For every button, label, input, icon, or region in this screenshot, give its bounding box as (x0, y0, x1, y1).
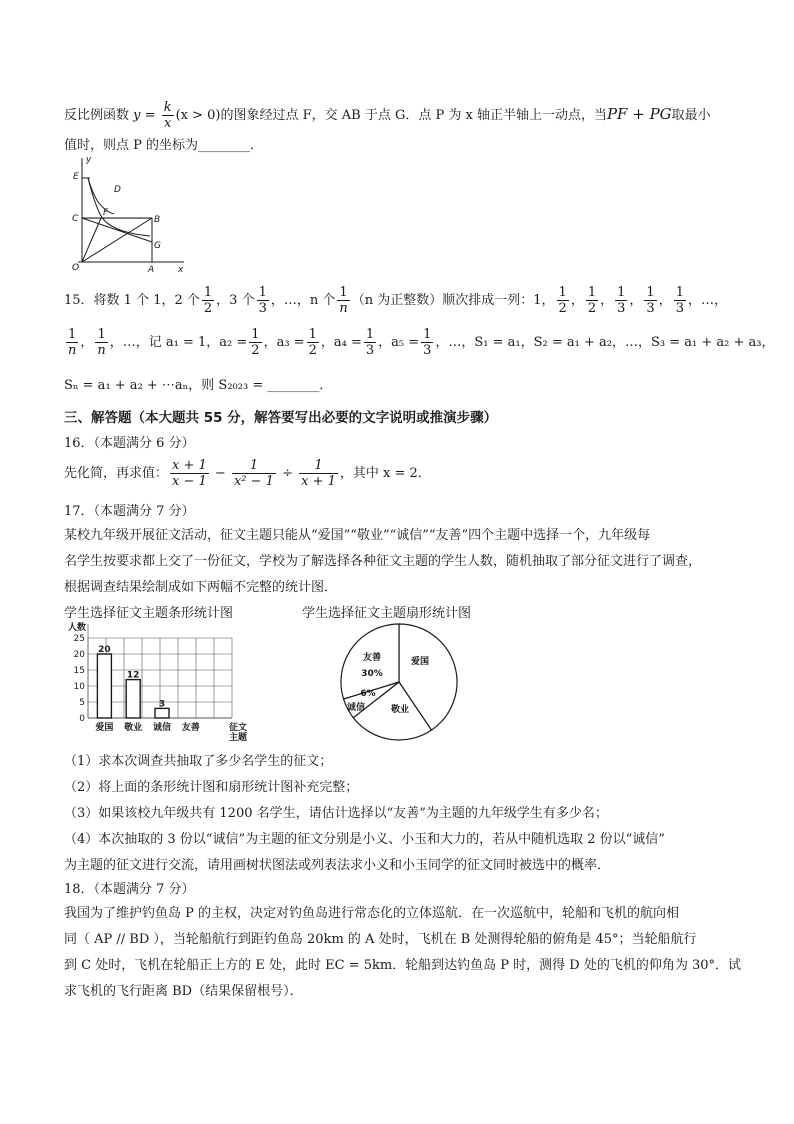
q18-line-1: 我国为了维护钓鱼岛 P 的主权，决定对钓鱼岛进行常态化的立体巡航．在一次巡航中，轮船和飞机的航向相 (64, 906, 680, 921)
q17-item-4: （4）本次抽取的 3 份以“诚信”为主题的征文分别是小义、小玉和大力的，若从中随机选取 2 份以“诚信” (64, 832, 665, 847)
fig-label-y: y (86, 155, 92, 165)
q14-eq: = (140, 108, 160, 123)
q15-text: ，…，S₁ = a₁，S₂ = a₁ + a₂，…，S₃ = a₁ + a₂ + a₃， (435, 335, 775, 350)
q15-frac (364, 327, 376, 358)
bar-ytick-label: 15 (73, 666, 85, 676)
frac-num: 1 (251, 327, 260, 342)
q16-frac1 (170, 458, 209, 489)
q15-line3: Sₙ = a₁ + a₂ + ⋯aₙ，则 S₂₀₂₃ = ________． (64, 378, 333, 393)
frac-den: 2 (558, 301, 567, 316)
frac-num: 1 (617, 285, 626, 300)
q16-expr (64, 455, 431, 493)
q18-line-3: 到 C 处时，飞机在轮船正上方的 E 处，此时 EC = 5km．轮船到达钓鱼岛 P 时，测得 D 处的飞机的仰角为 30°．试 (64, 958, 742, 973)
fig-label-c: C (72, 214, 79, 224)
frac-num: 1 (308, 327, 317, 342)
frac-den: n (339, 301, 348, 316)
q15-seq-frac (615, 285, 627, 316)
bar-data-label: 12 (126, 670, 140, 681)
section-heading: 三、解答题（本大题共 55 分，解答要写出必要的文字说明或推演步骤） (64, 410, 498, 426)
bar-data-label: 20 (98, 645, 111, 655)
frac-den: x + 1 (301, 474, 336, 489)
frac-den: x − 1 (172, 474, 207, 489)
frac-den: 3 (258, 301, 267, 316)
frac-den: 2 (251, 343, 260, 358)
bar-data-label: 3 (158, 699, 166, 710)
q15-frac (307, 327, 319, 358)
fig-label-d: D (114, 185, 121, 195)
q15-text: ，a₄ = (320, 335, 362, 350)
q15-frac (257, 285, 269, 316)
bar-category-label: 爱国 (95, 723, 114, 733)
q15-frac (202, 285, 214, 316)
bar-敬业 (126, 680, 140, 718)
q17-head: 17．（本题满分 7 分） (64, 504, 195, 519)
bar-chart (66, 618, 256, 742)
q14-func-y: y (133, 108, 141, 123)
q16-post: ，其中 x = 2． (339, 466, 431, 481)
frac-den: 3 (365, 343, 375, 358)
q14-line1 (64, 96, 711, 132)
q15-text: 15．将数 1 个 1，2 个 (64, 293, 200, 308)
q15-frac (421, 327, 433, 358)
frac-num: 1 (299, 458, 338, 474)
pie-chart-title: 学生选择征文主题扇形统计图 (302, 606, 472, 621)
q18-line-2: 同（ AP // BD ），当轮船航行到距钓鱼岛 20km 的 A 处时，飞机在 B 处测得轮船的俯角是 45°；当轮船航行 (64, 932, 697, 947)
bar-ylabel: 人数 (68, 623, 87, 633)
fig-label-o: O (72, 263, 80, 273)
fig-label-b: B (154, 215, 161, 225)
q14-cond: (x > 0) (175, 108, 221, 123)
bar-ytick-label: 5 (79, 698, 85, 708)
q16-frac3 (299, 458, 338, 489)
q15-text: ，…，n 个 (270, 293, 336, 308)
q14-line2: 值时，则点 P 的坐标为________． (64, 138, 264, 153)
q15-frac (66, 327, 78, 358)
q15-frac (337, 285, 349, 316)
q15-frac (249, 327, 261, 358)
bar-category-label: 诚信 (152, 723, 172, 733)
q15-text: （n 为正整数）顺次排成一列：1， (351, 293, 555, 308)
frac-den: 3 (617, 301, 626, 316)
frac-den: x (163, 116, 172, 131)
q15-seq-frac (557, 285, 569, 316)
q14-pf-pg: PF + PG (606, 105, 672, 123)
fig-label-g: G (154, 241, 161, 251)
bar-xlabel: 主题 (228, 733, 248, 742)
bar-category-label: 敬业 (124, 723, 143, 733)
q18-line-4: 求飞机的飞行距离 BD（结果保留根号）． (64, 984, 303, 999)
frac-den: 2 (308, 343, 317, 358)
pie-slices (341, 624, 457, 740)
q14-end: 取最小 (671, 108, 711, 123)
pie-chart (336, 620, 466, 746)
frac-num: 1 (232, 458, 276, 474)
q15-text: ，…，记 a₁ = 1，a₂ = (109, 335, 248, 350)
pie-label: 友善 (362, 653, 382, 663)
frac-num: 1 (66, 327, 78, 343)
q14-frac-k-over-x (162, 100, 174, 131)
q15-text: ，3 个 (216, 293, 255, 308)
frac-den: 3 (423, 343, 432, 358)
frac-num: 1 (675, 285, 684, 300)
bar-category-label: 友善 (181, 723, 200, 733)
q17-item-1: （1）求本次调查共抽取了多少名学生的征文； (64, 754, 333, 769)
q14-mid: 的图象经过点 F，交 AB 于点 G．点 P 为 x 轴正半轴上一动点，当 (220, 108, 607, 123)
frac-den: 3 (675, 301, 684, 316)
frac-den: n (68, 343, 77, 358)
pie-value-label: 6% (360, 689, 376, 699)
pie-label: 诚信 (346, 703, 366, 713)
fig-label-x: x (178, 265, 184, 274)
frac-den: 2 (587, 301, 597, 316)
frac-num: 1 (646, 285, 655, 300)
frac-num: 1 (558, 285, 567, 300)
frac-num: 1 (365, 327, 375, 342)
frac-num: x + 1 (172, 458, 207, 473)
q17-paragraph-3: 根据调查结果绘制成如下两幅不完整的统计图． (64, 580, 338, 595)
fig-label-f: F (103, 208, 109, 218)
segment-ob (82, 218, 152, 262)
q17-item-2: （2）将上面的条形统计图和扇形统计图补充完整； (64, 780, 359, 795)
frac-num: 1 (587, 285, 597, 300)
segment-of (82, 218, 101, 262)
frac-den: n (97, 343, 106, 358)
pie-label: 爱国 (410, 657, 430, 667)
frac-den: x² − 1 (233, 474, 274, 489)
q17-item-5: 为主题的征文进行交流，请用画树状图法或列表法求小义和小玉同学的征文同时被选中的概率． (64, 858, 611, 873)
bar-ytick-label: 25 (73, 634, 85, 644)
bar-xlabel: 征文 (228, 723, 248, 733)
q18-head: 18．（本题满分 7 分） (64, 882, 195, 897)
bar-chart-title: 学生选择征文主题条形统计图 (64, 606, 234, 621)
q16-head: 16．（本题满分 6 分） (64, 436, 195, 451)
q15-text: ，a₃ = (263, 335, 305, 350)
bar-ytick-label: 20 (73, 650, 85, 660)
fig-label-a: A (148, 265, 155, 274)
q14-text: 反比例函数 (64, 108, 130, 123)
q15-line1: 15．将数 1 个 1，2 个 $\frac{1}{2}$ ，3 个 $\frac{1}{3}$ ，…，n 个 $\frac{1}{n}$ （n 为正整数）顺次排成一列：1， $\frac{1}{2}$ ， $\frac{1}{2}$ ， $\frac{1}{3}$ ， $\frac{1}{3}$ ， $\frac{1}{3}$ ，…， (64, 285, 728, 316)
q16-op: − (214, 466, 226, 481)
fig-label-e: E (73, 172, 79, 182)
q15-seq-frac (674, 285, 686, 316)
frac-num: 1 (258, 285, 267, 300)
bar-ytick-label: 0 (79, 714, 85, 724)
q15-seq-frac (644, 285, 656, 316)
pie-value-label: 30% (361, 669, 383, 679)
q16-op: ÷ (282, 466, 293, 481)
q15-seq-frac (586, 285, 598, 316)
frac-den: 2 (203, 301, 213, 316)
frac-num: k (163, 100, 172, 115)
q17-paragraph-2: 名学生按要求都上交了一份征文，学校为了解选择各种征文主题的学生人数，随机抽取了部分征文进行了调查， (64, 554, 702, 569)
q15-line2: $\frac{1}{n}$ ， $\frac{1}{n}$ ，…，记 a₁ = 1，a₂ = $\frac{1}{2}$ ，a₃ = $\frac{1}{2}$ ，a₄ = $\frac{1}{3}$ ，a₅ = $\frac{1}{3}$ ，…，S₁ = a₁，S₂ = a₁ + a₂，…，S₃ = a₁ + a₂ + a₃， (68, 327, 775, 358)
frac-num: 1 (423, 327, 432, 342)
q17-item-3: （3）如果该校九年级共有 1200 名学生，请估计选择以“友善”为主题的九年级学生有多少名； (64, 806, 608, 821)
q15-frac (95, 327, 107, 358)
bar-诚信 (155, 708, 169, 718)
frac-num: 1 (203, 285, 213, 300)
frac-num: 1 (95, 327, 107, 343)
bar-texts (68, 621, 247, 742)
frac-num: 1 (337, 285, 349, 301)
q17-paragraph-1: 某校九年级开展征文活动，征文主题只能从“爱国”“敬业”“诚信”“友善”四个主题中选择一个，九年级每 (64, 528, 651, 543)
q16-pre: 先化简，再求值： (64, 466, 169, 481)
bar-ytick-label: 10 (73, 682, 85, 692)
q16-frac2 (232, 458, 276, 489)
q15-text: ，…， (688, 293, 728, 308)
q14-figure (68, 152, 190, 274)
pie-label: 敬业 (390, 705, 410, 715)
bar-爱国 (97, 654, 111, 718)
frac-den: 3 (646, 301, 655, 316)
q15-text: ，a₅ = (378, 335, 420, 350)
